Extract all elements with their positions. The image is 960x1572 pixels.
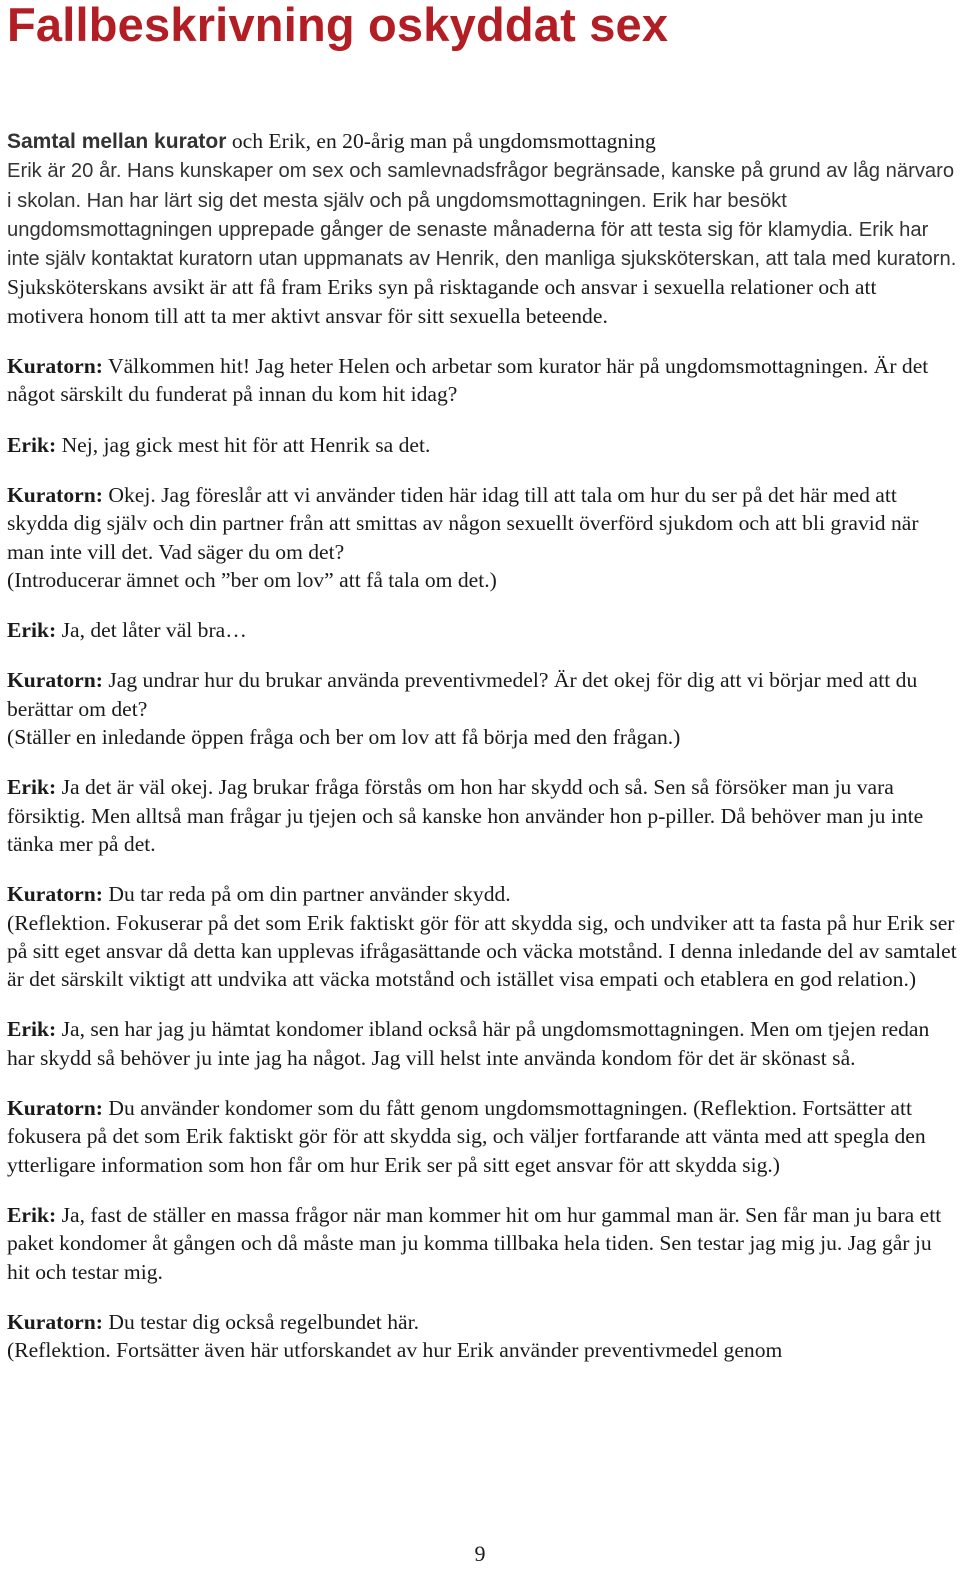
commentary-note: (Introducerar ämnet och ”ber om lov” att få tala om det.) <box>7 567 497 592</box>
commentary-note: (Reflektion. Fokuserar på det som Erik faktiskt gör för att skydda sig, och undviker att ta fasta på hur Erik ser på sitt eget ansvar då detta kan upplevas ifrågasättande och väcka motstånd. I denna inledande del av samtalet är det särskilt viktigt att undvika att väcka motstånd och istället visa empati och etablera en god relation.) <box>7 910 957 992</box>
utterance: Ja, fast de ställer en massa frågor när man kommer hit om hur gammal man är. Sen får man ju bara ett paket kondomer åt gången och då måste man ju komma tillbaka hela tiden. Sen testar jag mig ju. Jag går ju hit och testar mig. <box>7 1202 942 1284</box>
speaker-label: Kuratorn: <box>7 882 103 907</box>
utterance: Nej, jag gick mest hit för att Henrik sa det. <box>56 432 431 457</box>
dialogue <box>7 352 957 1364</box>
intro-body-continued: Sjuksköterskans avsikt är att få fram Eriks syn på risktagande och ansvar i sexuella relationer och att motivera honom till att ta mer aktivt ansvar för sitt sexuella beteende. <box>7 275 877 328</box>
utterance: Välkommen hit! Jag heter Helen och arbetar som kurator här på ungdomsmottagningen. Är det något särskilt du funderat på innan du kom hit idag? <box>7 354 929 407</box>
utterance: Ja, det låter väl bra… <box>56 618 247 643</box>
speaker-label: Kuratorn: <box>7 354 103 379</box>
page-title: Fallbeskrivning oskyddat sex <box>7 0 669 51</box>
commentary-note: (Ställer en inledande öppen fråga och ber om lov att få börja med den frågan.) <box>7 725 681 750</box>
dialogue-turn <box>7 431 957 459</box>
dialogue-turn <box>7 1308 957 1365</box>
case-introduction <box>7 127 957 330</box>
document-page <box>7 0 957 1364</box>
dialogue-turn <box>7 1015 957 1072</box>
utterance: Jag undrar hur du brukar använda preventivmedel? Är det okej för dig att vi börjar med att du berättar om det? <box>7 668 918 721</box>
speaker-label: Erik: <box>7 1202 57 1227</box>
commentary-note: (Reflektion. Fortsätter även här utforskandet av hur Erik använder preventivmedel genom <box>7 1338 783 1363</box>
dialogue-turn <box>7 1201 957 1286</box>
intro-body: Erik är 20 år. Hans kunskaper om sex och samlevnadsfrågor begränsade, kanske på grund av låg närvaro i skolan. Han har lärt sig det mesta själv och på ungdomsmottagningen. Erik har besökt ungdomsmottagningen upprepade gånger de senaste månaderna för att testa sig för klamydia. Erik har inte själv kontaktat kuratorn utan uppmanats av Henrik, den manliga sjuksköterskan, att tala med kuratorn. <box>7 160 957 271</box>
utterance: Du tar reda på om din partner använder skydd. <box>102 882 511 907</box>
dialogue-turn <box>7 481 957 594</box>
speaker-label: Kuratorn: <box>7 668 103 693</box>
utterance: Ja, sen har jag ju hämtat kondomer ibland också här på ungdomsmottagningen. Men om tjejen redan har skydd så behöver ju inte jag ha något. Jag vill helst inte använda kondom för det är skönast så. <box>7 1017 930 1070</box>
speaker-label: Erik: <box>7 432 57 457</box>
speaker-label: Kuratorn: <box>7 1096 103 1121</box>
dialogue-turn <box>7 1094 957 1179</box>
speaker-label: Erik: <box>7 775 57 800</box>
intro-lead-rest: och Erik, en 20-årig man på ungdomsmottagning <box>226 129 656 153</box>
utterance: Okej. Jag föreslår att vi använder tiden här idag till att tala om hur du ser på det här med att skydda dig själv och din partner från att smittas av någon sexuellt överförd sjukdom och att bli gravid när man inte vill det. Vad säger du om det? <box>7 482 919 564</box>
speaker-label: Kuratorn: <box>7 482 103 507</box>
utterance: Du använder kondomer som du fått genom ungdomsmottagningen. (Reflektion. Fortsätter att fokusera på det som Erik faktiskt gör för att skydda sig, och väljer fortfarande att vänta med att spegla den ytterligare information som hon får om hur Erik ser på sitt eget ansvar för att skydda sig.) <box>7 1096 926 1177</box>
speaker-label: Erik: <box>7 1017 57 1042</box>
dialogue-turn <box>7 880 957 993</box>
utterance: Ja det är väl okej. Jag brukar fråga förstås om hon har skydd och så. Sen så försöker man ju vara försiktig. Men alltså man frågar ju tjejen och så kanske hon använder hon p-piller. Då behöver man ju inte tänka mer på det. <box>7 775 924 856</box>
dialogue-turn <box>7 666 957 751</box>
dialogue-turn <box>7 352 957 409</box>
dialogue-turn <box>7 773 957 858</box>
page-number: 9 <box>474 1541 486 1566</box>
dialogue-turn <box>7 616 957 644</box>
utterance: Du testar dig också regelbundet här. <box>102 1309 419 1334</box>
intro-lead: Samtal mellan kurator <box>7 130 227 153</box>
speaker-label: Erik: <box>7 618 57 643</box>
speaker-label: Kuratorn: <box>7 1309 103 1334</box>
